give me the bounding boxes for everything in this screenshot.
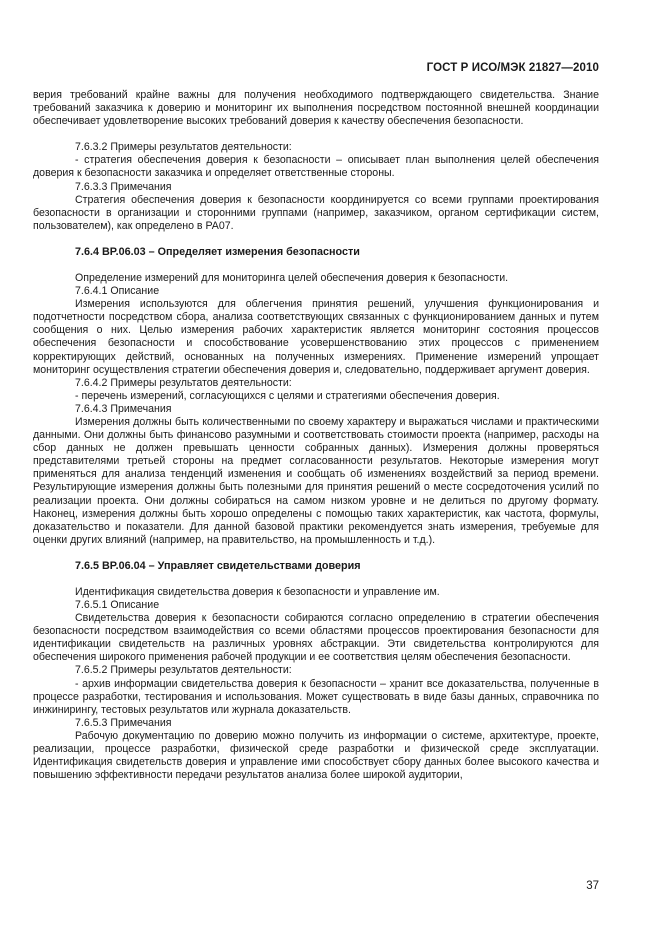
section-7632-item: - стратегия обеспечения доверия к безопасности – описывает план выполнения целей обеспечения доверия к безопасности заказчика и определяет ответственные стороны. (33, 154, 599, 180)
section-7653-title: 7.6.5.3 Примечания (75, 716, 172, 729)
section-7633-text: Стратегия обеспечения доверия к безопасности координируется со всеми группами проектирования безопасности в организации и сторонними группами (например, заказчиком, органом сертификации систем, пользователем), как определено в PA07. (33, 193, 599, 232)
page-body (33, 89, 599, 782)
section-7643-title: 7.6.4.3 Примечания (75, 402, 172, 415)
section-7643-text: Измерения должны быть количественными по своему характеру и выражаться числами и практическими данными. Они должны быть финансово разумными и соответствовать стоимости проекта (например, расходы на сбор данных не должен превышать ценности собранных данных). Измерения должны проверяться представителями третьей стороны на предмет согласованности результатов. Некоторые измерения могут применяться для анализа тенденций изменения и сообщать об изменениях воздействий за период времени. Результирующие измерения должны быть полезными для принятия решений о месте сосредоточения усилий по реализации проекта. Они должны собираться на самом низком уровне и не делиться по другому формату. Наконец, измерения должны быть хорошо определены с помощью таких характеристик, как частота, формулы, доказательство и показатели. Для данной базовой практики рекомендуется знать измерения, требуемые для оценки других влияний (например, на правительство, на промышленность и т.д.). (33, 415, 599, 546)
section-7642-item: - перечень измерений, согласующихся с целями и стратегиями обеспечения доверия. (75, 389, 500, 402)
section-7642-title: 7.6.4.2 Примеры результатов деятельности: (75, 376, 292, 389)
section-7652-item: - архив информации свидетельства доверия к безопасности – хранит все доказательства, полученные в процессе разработки, тестирования и использования. Может существовать в виде базы данных, справочника по инжинирингу, тестовых результатов или журнала доказательств. (33, 677, 599, 716)
section-7632-title: 7.6.3.2 Примеры результатов деятельности: (75, 141, 292, 154)
section-765-heading: 7.6.5 BP.06.04 – Управляет свидетельствами доверия (75, 559, 361, 572)
section-7651-text: Свидетельства доверия к безопасности собираются согласно определению в стратегии обеспечения безопасности посредством взаимодействия со всеми областями процессов проектирования безопасности для идентификации свидетельств на различных уровнях абстракции. Эти свидетельства контролируются для обеспечения широкого применения рабочей продукции и ее соответствия целям обеспечения безопасности. (33, 612, 599, 664)
section-764-lead: Определение измерений для мониторинга целей обеспечения доверия к безопасности. (75, 271, 509, 284)
section-7641-title: 7.6.4.1 Описание (75, 285, 160, 298)
section-7641-text: Измерения используются для облегчения принятия решений, улучшения функционирования и подотчетности посредством сбора, анализа соответствующих связанных с функционированием данных и путем сообщения о них. Целью измерения рабочих характеристик является мониторинг состояния процессов обеспечения безопасности и способствование усовершенствованию этих процессов с применением корректирующих действий, основанных на полученных измерениях. Применение измерений упрощает мониторинг осуществления стратегии обеспечения доверия и, следовательно, поддерживает аргумент доверия. (33, 298, 599, 376)
intro-paragraph: верия требований крайне важны для получения необходимого подтверждающего свидетельства. Знание требований заказчика к доверию и мониторинг их выполнения посредством постоянной внешней координации обеспечивает удовлетворение высоких требований доверия к качеству обеспечения безопасности. (33, 89, 599, 128)
section-7653-text: Рабочую документацию по доверию можно получить из информации о системе, архитектуре, проекте, реализации, процессе разработки, физической среде разработки и физической среде эксплуатации. Идентификация свидетельств доверия и управление ими способствует сбору данных более высокого качества и повышению эффективности передачи результатов анализа более широкой аудитории, (33, 729, 599, 782)
section-764-heading: 7.6.4 BP.06.03 – Определяет измерения безопасности (75, 245, 360, 258)
section-7633-title: 7.6.3.3 Примечания (75, 180, 172, 193)
section-7652-title: 7.6.5.2 Примеры результатов деятельности: (75, 664, 292, 677)
page-number: 37 (586, 880, 599, 892)
section-7651-title: 7.6.5.1 Описание (75, 599, 160, 611)
document-header: ГОСТ Р ИСО/МЭК 21827—2010 (426, 62, 599, 74)
section-765-lead: Идентификация свидетельства доверия к безопасности и управление им. (75, 585, 440, 598)
